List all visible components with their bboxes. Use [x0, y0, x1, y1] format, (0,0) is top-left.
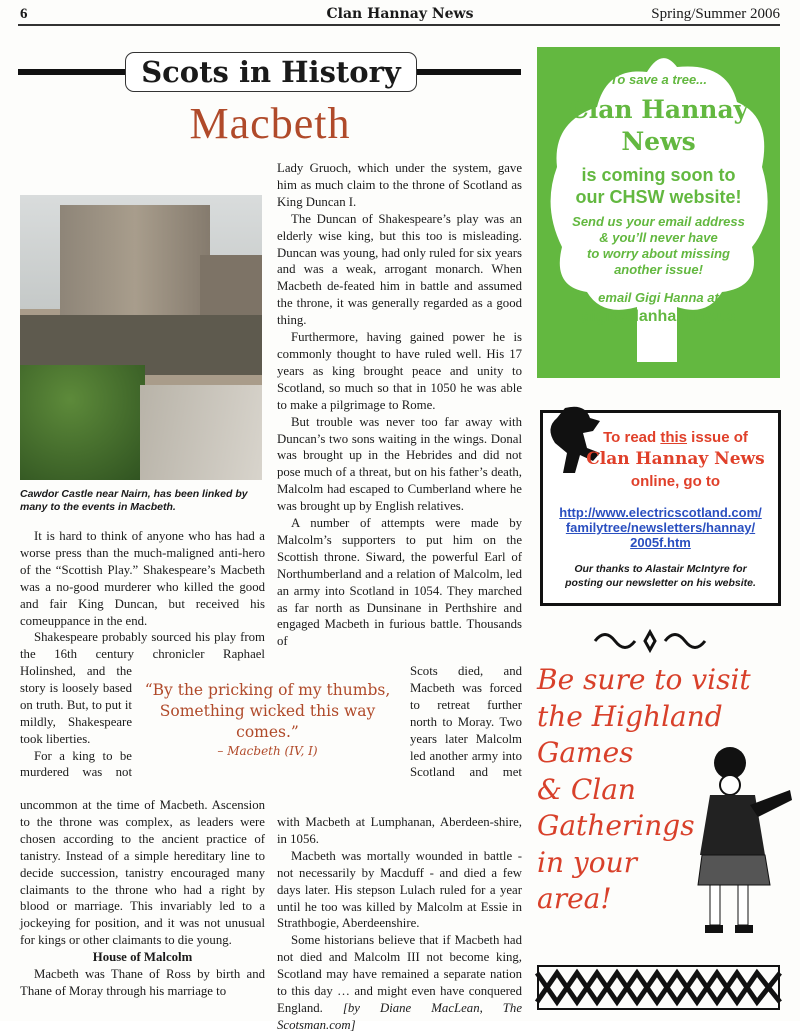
celtic-knot-border-icon: [537, 965, 780, 1010]
ad-line: Be sure to visit: [537, 663, 751, 696]
article-title: Macbeth: [189, 99, 351, 148]
photo-caption: Cawdor Castle near Nairn, has been linked by many to the events in Macbeth.: [20, 488, 248, 513]
subheading: House of Malcolm: [92, 950, 193, 965]
paragraph: Holinshed, and the story is loosely based on truth. But, to put it mildly, Shakespeare took liberties.: [20, 664, 132, 746]
ad-line: area!: [537, 882, 612, 915]
brand-name: News: [621, 127, 696, 156]
middle-column-wrap: [410, 663, 522, 781]
website-link[interactable]: http://www.electricscotland.com/ familytree/newsletters/hannay/ 2005f.htm: [559, 505, 762, 550]
ad-text: To read this issue of: [603, 429, 748, 446]
paragraph: uncommon at the time of Macbeth. Ascension to the throne was complex, as leaders were chosen according to the ancient practice of tanistry. Instead of a simple hereditary line to decide succession, tanistry encouraged many claimants to the throne who had a right by blood or marriage. This invariably led to a jockeying for position, and it was not unusual for kings or other claimants to die young.: [20, 798, 265, 948]
paragraph: Furthermore, having gained power he is commonly thought to have ruled well. His 17 years as king brought peace and unity to Scotland, so much so that in 1050 he was able to make a pilgrimage to Rome.: [277, 330, 522, 412]
paragraph: But trouble was never too far away with Duncan’s two sons waiting in the wings. Donal was brought up in the Hebrides and did not pose much of a threat, but on his father’s death, Malcolm had escaped to Cumberland where he was brought up by English relatives.: [277, 414, 522, 514]
author-credit: [by Diane MacLean, The Scotsman.com]: [277, 1000, 523, 1032]
header-rule: [18, 24, 780, 26]
paragraph: Macbeth was mortally wounded in battle - not necessarily by Macduff - and died a few days later. His stepson Lulach ruled for a year until he too was killed by Malcolm at Essie in Strathbogie, Aberdeenshire.: [277, 848, 522, 931]
pull-quote: [135, 680, 400, 759]
save-tree-ad: [537, 47, 780, 378]
paragraph: It is hard to think of anyone who has had a worse press than the much-maligned anti-hero of the “Scottish Play.” Shakespeare’s Macbeth was a no-good murderer who killed the good and fair King Duncan, but received his comeuppance in the end.: [20, 529, 265, 628]
paragraph: A number of attempts were made by Malcolm’s supporters to put him on the Scottish throne. Siward, the powerful Earl of Northumberland and a relation of Malcolm, led an army into Scotland in 1054. They marched as far north as Dunsinane in Perthshire and engaged Macbeth in furious battle. Thousands of: [277, 516, 522, 649]
issue-date: Spring/Summer 2006: [651, 6, 780, 22]
brand-name: Clan Hannay News: [586, 449, 765, 469]
quote-line: comes.”: [236, 723, 299, 741]
paragraph: Lady Gruoch, which under the system, gave him as much claim to the throne of Scotland as King Duncan I.: [277, 161, 522, 209]
paragraph: For a king to be murdered was not: [20, 748, 132, 780]
path: [140, 385, 262, 480]
bagpiper-icon: [680, 745, 795, 935]
quote-source: – Macbeth (IV, I): [217, 744, 318, 758]
paragraph: The Duncan of Shakespeare’s play was an elderly wise king, but this too is misleading. Duncan was young, had only ruled for six years and was a weak, arrogant monarch. When Macbeth de-feated him in battle and assumed the throne, it was generally regarded as a good thing.: [277, 211, 522, 328]
online-ad: [540, 410, 781, 606]
brand-name: Clan Hannay: [568, 95, 749, 124]
left-column-top: [20, 528, 265, 663]
page-number: 6: [20, 6, 28, 22]
ad-line: in your: [537, 845, 637, 879]
ad-line: the Highland: [537, 699, 723, 733]
banner-bar-left: [18, 69, 128, 75]
castle-photo: [20, 195, 262, 480]
ad-text: To save a tree...: [609, 72, 708, 87]
ad-line: & Clan: [537, 772, 636, 806]
publication-name: Clan Hannay News: [326, 6, 474, 22]
ad-text: another issue!: [614, 262, 703, 277]
ad-text: Send us your email address: [572, 214, 745, 229]
paragraph: with Macbeth at Lumphanan, Aberdeen-shire, in 1056.: [277, 815, 522, 846]
ad-text: online, go to: [630, 473, 721, 490]
ad-text: to worry about missing: [586, 246, 730, 261]
email-address[interactable]: gigi@clanhannay.us: [581, 308, 736, 325]
paragraph: Shakespeare probably sourced his play from the 16th century chronicler Raphael: [20, 630, 265, 662]
left-column-wrap: [20, 663, 132, 781]
paragraph: Macbeth was Thane of Ross by birth and Thane of Moray through his marriage to: [20, 967, 265, 998]
ad-line: Games: [537, 736, 634, 769]
ad-text: & you’ll never have: [599, 230, 718, 245]
paragraph: Scots died, and Macbeth was forced to retreat further north to Moray. Two years later Malcolm led another army into Scotland and met: [410, 664, 522, 780]
banner-bar-right: [413, 69, 521, 75]
left-column-bottom: [20, 797, 265, 1000]
middle-column-top: [277, 160, 522, 650]
paragraph: Some historians believe that if Macbeth had not died and Malcolm III not become king, Scotland may have remained a separate nation to this day … and might even have conquered England. [by Diane MacLean, The Scotsman.com]: [277, 933, 523, 1032]
scroll-ornament-icon: [590, 628, 720, 654]
ad-text: email Gigi Hanna at: [598, 290, 719, 305]
thanks-text: posting our newsletter on his website.: [565, 577, 756, 589]
ad-text: our CHSW website!: [575, 187, 742, 207]
hedge: [20, 365, 145, 480]
quote-line: Something wicked this way: [159, 702, 376, 720]
thanks-text: Our thanks to Alastair McIntyre for: [574, 563, 747, 575]
middle-column-bottom: [277, 814, 522, 1034]
ad-text: is coming soon to: [581, 165, 736, 185]
section-banner: Scots in History: [125, 52, 417, 92]
ad-line: Gatherings: [537, 809, 695, 842]
quote-line: “By the pricking of my thumbs,: [144, 681, 391, 699]
